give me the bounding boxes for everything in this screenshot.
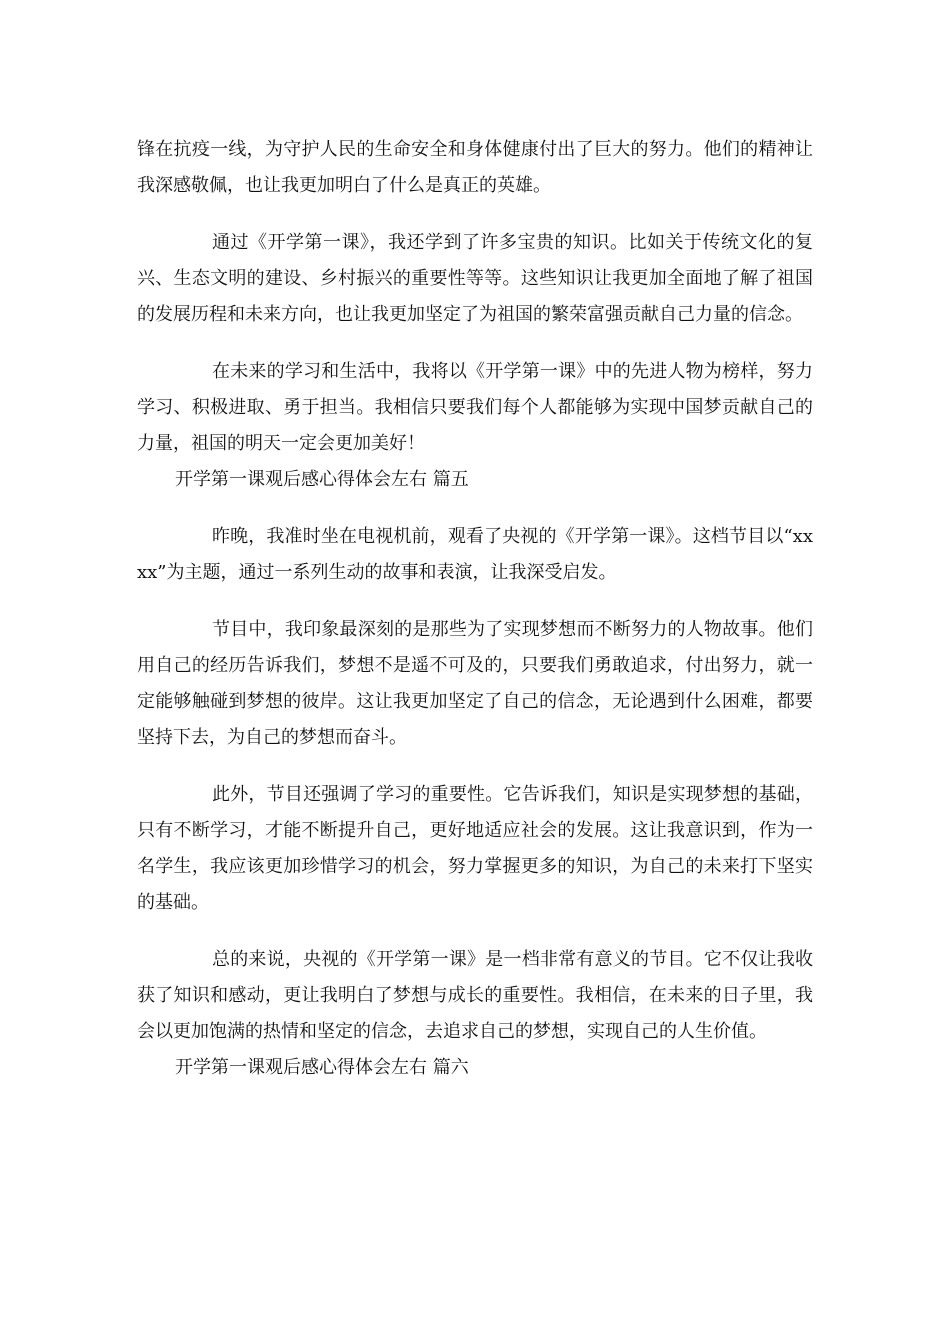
paragraph: 此外，节目还强调了学习的重要性。它告诉我们，知识是实现梦想的基础，只有不断学习，才能不断提升自己，更好地适应社会的发展。这让我意识到，作为一名学生，我应该更加珍惜学习的机会，努力掌握更多的知识，为自己的未来打下坚实的基础。 <box>137 784 813 913</box>
paragraph: 通过《开学第一课》，我还学到了许多宝贵的知识。比如关于传统文化的复兴、生态文明的建设、乡村振兴的重要性等等。这些知识让我更加全面地了解了祖国的发展历程和未来方向，也让我更加坚定了为祖国的繁荣富强贡献自己力量的信念。 <box>137 232 813 325</box>
paragraph: 在未来的学习和生活中，我将以《开学第一课》中的先进人物为榜样，努力学习、积极进取、勇于担当。我相信只要我们每个人都能够为实现中国梦贡献自己的力量，祖国的明天一定会更加美好！ <box>137 361 813 454</box>
section-heading-5: 开学第一课观后感心得体会左右 篇五 <box>175 469 469 490</box>
document-body <box>137 132 813 1086</box>
paragraph: 昨晚，我准时坐在电视机前，观看了央视的《开学第一课》。这档节目以“xxxx”为主题，通过一系列生动的故事和表演，让我深受启发。 <box>137 526 813 583</box>
paragraph: 总的来说，央视的《开学第一课》是一档非常有意义的节目。它不仅让我收获了知识和感动，更让我明白了梦想与成长的重要性。我相信，在未来的日子里，我会以更加饱满的热情和坚定的信念，去追求自己的梦想，实现自己的人生价值。 <box>137 949 813 1042</box>
paragraph: 节目中，我印象最深刻的是那些为了实现梦想而不断努力的人物故事。他们用自己的经历告诉我们，梦想不是遥不可及的，只要我们勇敢追求，付出努力，就一定能够触碰到梦想的彼岸。这让我更加坚定了自己的信念，无论遇到什么困难，都要坚持下去，为自己的梦想而奋斗。 <box>137 619 813 748</box>
section-heading-6: 开学第一课观后感心得体会左右 篇六 <box>175 1057 469 1078</box>
paragraph-continued: 锋在抗疫一线，为守护人民的生命安全和身体健康付出了巨大的努力。他们的精神让我深感敬佩，也让我更加明白了什么是真正的英雄。 <box>137 139 813 196</box>
